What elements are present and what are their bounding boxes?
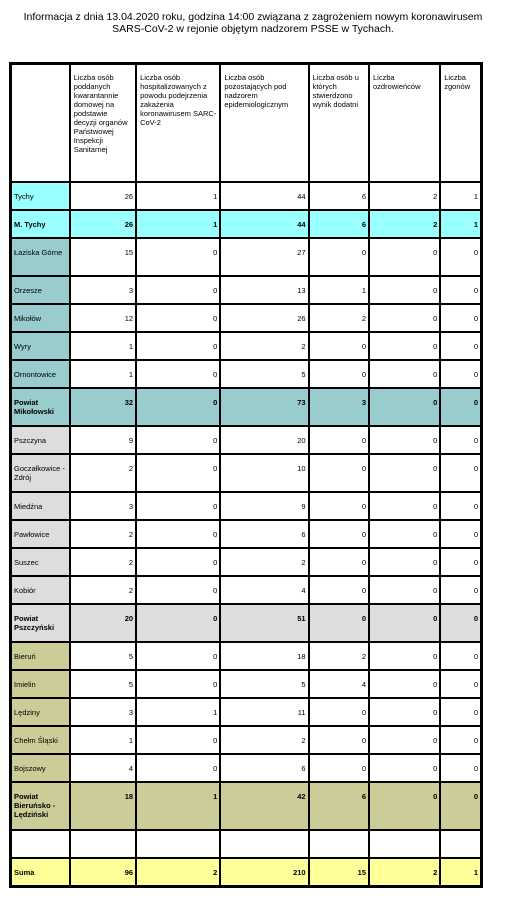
cell-recovered: 2: [369, 182, 440, 210]
table-row: [11, 238, 481, 276]
table-row: [11, 182, 481, 210]
cell-recovered: 0: [369, 782, 440, 830]
page-title: [0, 11, 506, 35]
table-row: [11, 576, 481, 604]
row-label: Powiat Mikołowski: [11, 388, 70, 426]
cell-recovered: 0: [369, 670, 440, 698]
table-row: [11, 548, 481, 576]
cell-deaths: 0: [440, 388, 481, 426]
cell-positive: 2: [309, 304, 369, 332]
cell-recovered: 2: [369, 858, 440, 886]
cell-hospitalized: 2: [136, 858, 220, 886]
cell-deaths: 0: [440, 604, 481, 642]
cell-positive: 6: [309, 210, 369, 238]
cell-deaths: 0: [440, 238, 481, 276]
cell-supervision: 5: [220, 360, 308, 388]
cell-hospitalized: 0: [136, 492, 220, 520]
cell-positive: 0: [309, 726, 369, 754]
cell-positive: 1: [309, 276, 369, 304]
table-row: [11, 642, 481, 670]
row-label: Suma: [11, 858, 70, 886]
cell-hospitalized: 0: [136, 548, 220, 576]
row-label: [11, 830, 70, 858]
table-row: [11, 726, 481, 754]
cell-deaths: 0: [440, 520, 481, 548]
cell-quarantine: 3: [70, 276, 136, 304]
cell-deaths: 0: [440, 360, 481, 388]
cell-deaths: [440, 830, 481, 858]
row-label: Goczałkowice - Zdrój: [11, 454, 70, 492]
cell-hospitalized: 0: [136, 304, 220, 332]
cell-deaths: 0: [440, 782, 481, 830]
cell-quarantine: 3: [70, 698, 136, 726]
table-row-empty: [11, 830, 481, 858]
cell-quarantine: 18: [70, 782, 136, 830]
row-label: Łaziska Górne: [11, 238, 70, 276]
cell-supervision: 51: [220, 604, 308, 642]
cell-positive: 0: [309, 754, 369, 782]
cell-positive: 0: [309, 426, 369, 454]
cell-deaths: 0: [440, 698, 481, 726]
row-label: Tychy: [11, 182, 70, 210]
cell-positive: 0: [309, 604, 369, 642]
cell-hospitalized: 0: [136, 604, 220, 642]
cell-deaths: 0: [440, 642, 481, 670]
table-row-total: [11, 388, 481, 426]
table-row-sum: [11, 858, 481, 886]
table-row-total: [11, 604, 481, 642]
cell-supervision: 73: [220, 388, 308, 426]
row-label: Bojszowy: [11, 754, 70, 782]
cell-positive: 0: [309, 492, 369, 520]
cell-supervision: 44: [220, 210, 308, 238]
cell-hospitalized: 0: [136, 754, 220, 782]
cell-recovered: 0: [369, 520, 440, 548]
cell-supervision: 4: [220, 576, 308, 604]
row-label: Bieruń: [11, 642, 70, 670]
cell-quarantine: 15: [70, 238, 136, 276]
cell-recovered: 0: [369, 754, 440, 782]
cell-positive: 4: [309, 670, 369, 698]
cell-supervision: 44: [220, 182, 308, 210]
cell-supervision: 2: [220, 548, 308, 576]
table-row: [11, 670, 481, 698]
header-recovered: Liczba ozdrowieńców: [369, 64, 440, 182]
row-label: Mikołów: [11, 304, 70, 332]
row-label: Kobiór: [11, 576, 70, 604]
cell-quarantine: 32: [70, 388, 136, 426]
cell-positive: 3: [309, 388, 369, 426]
row-label: Pszczyna: [11, 426, 70, 454]
covid-statistics-table: [9, 62, 483, 888]
cell-positive: 0: [309, 454, 369, 492]
cell-quarantine: 12: [70, 304, 136, 332]
title-line-2: SARS-CoV-2 w rejonie objętym nadzorem PSSE w Tychach.: [112, 23, 394, 35]
header-supervision: Liczba osób pozostających pod nadzorem epidemiologicznym: [220, 64, 308, 182]
cell-supervision: 2: [220, 726, 308, 754]
cell-recovered: 0: [369, 276, 440, 304]
cell-recovered: 0: [369, 642, 440, 670]
cell-quarantine: 3: [70, 492, 136, 520]
cell-recovered: [369, 830, 440, 858]
row-label: Miedźna: [11, 492, 70, 520]
cell-recovered: 0: [369, 492, 440, 520]
cell-recovered: 0: [369, 388, 440, 426]
table-row: [11, 360, 481, 388]
cell-supervision: 42: [220, 782, 308, 830]
table-row: [11, 304, 481, 332]
cell-deaths: 1: [440, 210, 481, 238]
cell-positive: 15: [309, 858, 369, 886]
cell-supervision: [220, 830, 308, 858]
cell-recovered: 0: [369, 332, 440, 360]
title-line-1: Informacja z dnia 13.04.2020 roku, godzina 14:00 związana z zagrożeniem nowym koronawirusem: [23, 11, 483, 23]
cell-quarantine: 1: [70, 332, 136, 360]
cell-quarantine: 20: [70, 604, 136, 642]
cell-hospitalized: 0: [136, 332, 220, 360]
row-label: Wyry: [11, 332, 70, 360]
cell-recovered: 0: [369, 604, 440, 642]
cell-positive: [309, 830, 369, 858]
header-row: [11, 64, 481, 182]
cell-quarantine: 26: [70, 210, 136, 238]
header-quarantine: Liczba osób poddanych kwarantannie domowej na podstawie decyzji organów Państwowej Inspekcji Sanitarnej: [70, 64, 136, 182]
cell-supervision: 27: [220, 238, 308, 276]
cell-recovered: 0: [369, 360, 440, 388]
cell-deaths: 0: [440, 754, 481, 782]
cell-deaths: 0: [440, 454, 481, 492]
table-row: [11, 520, 481, 548]
cell-recovered: 0: [369, 576, 440, 604]
cell-supervision: 10: [220, 454, 308, 492]
cell-hospitalized: 0: [136, 576, 220, 604]
cell-positive: 0: [309, 698, 369, 726]
cell-deaths: 0: [440, 426, 481, 454]
row-label: Powiat Pszczyński: [11, 604, 70, 642]
row-label: Imielin: [11, 670, 70, 698]
table-row: [11, 492, 481, 520]
table-row: [11, 276, 481, 304]
cell-recovered: 2: [369, 210, 440, 238]
cell-quarantine: 1: [70, 726, 136, 754]
cell-supervision: 6: [220, 754, 308, 782]
cell-recovered: 0: [369, 238, 440, 276]
cell-quarantine: 2: [70, 576, 136, 604]
cell-deaths: 0: [440, 548, 481, 576]
cell-deaths: 0: [440, 276, 481, 304]
row-label: Powiat Bieruńsko - Lędziński: [11, 782, 70, 830]
cell-quarantine: 2: [70, 548, 136, 576]
cell-supervision: 20: [220, 426, 308, 454]
cell-quarantine: 26: [70, 182, 136, 210]
cell-deaths: 0: [440, 576, 481, 604]
cell-deaths: 0: [440, 492, 481, 520]
cell-quarantine: 2: [70, 454, 136, 492]
cell-hospitalized: 1: [136, 210, 220, 238]
cell-recovered: 0: [369, 548, 440, 576]
cell-recovered: 0: [369, 426, 440, 454]
cell-supervision: 26: [220, 304, 308, 332]
cell-quarantine: 96: [70, 858, 136, 886]
header-positive: Liczba osób u których stwierdzono wynik dodatni: [309, 64, 369, 182]
cell-deaths: 0: [440, 670, 481, 698]
cell-hospitalized: 0: [136, 670, 220, 698]
row-label: Orzesze: [11, 276, 70, 304]
cell-positive: 0: [309, 520, 369, 548]
cell-quarantine: 1: [70, 360, 136, 388]
cell-positive: 0: [309, 360, 369, 388]
cell-positive: 6: [309, 782, 369, 830]
cell-hospitalized: 0: [136, 238, 220, 276]
cell-positive: 0: [309, 576, 369, 604]
cell-recovered: 0: [369, 698, 440, 726]
cell-supervision: 18: [220, 642, 308, 670]
table-row: [11, 454, 481, 492]
table-row: [11, 698, 481, 726]
cell-hospitalized: 0: [136, 726, 220, 754]
cell-quarantine: [70, 830, 136, 858]
cell-positive: 2: [309, 642, 369, 670]
header-cell-blank: [11, 64, 70, 182]
cell-hospitalized: 0: [136, 520, 220, 548]
row-label: Pawłowice: [11, 520, 70, 548]
cell-deaths: 0: [440, 304, 481, 332]
cell-supervision: 6: [220, 520, 308, 548]
cell-supervision: 9: [220, 492, 308, 520]
cell-deaths: 0: [440, 332, 481, 360]
cell-positive: 6: [309, 182, 369, 210]
cell-quarantine: 9: [70, 426, 136, 454]
cell-quarantine: 4: [70, 754, 136, 782]
cell-hospitalized: 0: [136, 276, 220, 304]
cell-supervision: 210: [220, 858, 308, 886]
cell-hospitalized: [136, 830, 220, 858]
cell-quarantine: 5: [70, 670, 136, 698]
cell-hospitalized: 1: [136, 782, 220, 830]
cell-supervision: 2: [220, 332, 308, 360]
cell-supervision: 11: [220, 698, 308, 726]
table-row: [11, 754, 481, 782]
cell-hospitalized: 1: [136, 698, 220, 726]
cell-positive: 0: [309, 238, 369, 276]
cell-hospitalized: 0: [136, 360, 220, 388]
cell-recovered: 0: [369, 304, 440, 332]
cell-hospitalized: 0: [136, 388, 220, 426]
cell-deaths: 1: [440, 858, 481, 886]
cell-positive: 0: [309, 332, 369, 360]
row-label: Chełm Śląski: [11, 726, 70, 754]
cell-deaths: 0: [440, 726, 481, 754]
cell-supervision: 5: [220, 670, 308, 698]
cell-hospitalized: 0: [136, 426, 220, 454]
row-label: Suszec: [11, 548, 70, 576]
cell-recovered: 0: [369, 454, 440, 492]
cell-deaths: 1: [440, 182, 481, 210]
row-label: Lędziny: [11, 698, 70, 726]
cell-hospitalized: 0: [136, 454, 220, 492]
cell-quarantine: 2: [70, 520, 136, 548]
cell-hospitalized: 0: [136, 642, 220, 670]
cell-supervision: 13: [220, 276, 308, 304]
table-row-total: [11, 782, 481, 830]
header-deaths: Liczba zgonów: [440, 64, 481, 182]
header-hospitalized: Liczba osób hospitalizowanych z powodu podejrzenia zakażenia koronawirusem SARC-CoV-2: [136, 64, 220, 182]
table-row: [11, 332, 481, 360]
table-row-total: [11, 210, 481, 238]
cell-positive: 0: [309, 548, 369, 576]
row-label: Ornontowice: [11, 360, 70, 388]
table-row: [11, 426, 481, 454]
cell-hospitalized: 1: [136, 182, 220, 210]
row-label: M. Tychy: [11, 210, 70, 238]
cell-quarantine: 5: [70, 642, 136, 670]
cell-recovered: 0: [369, 726, 440, 754]
